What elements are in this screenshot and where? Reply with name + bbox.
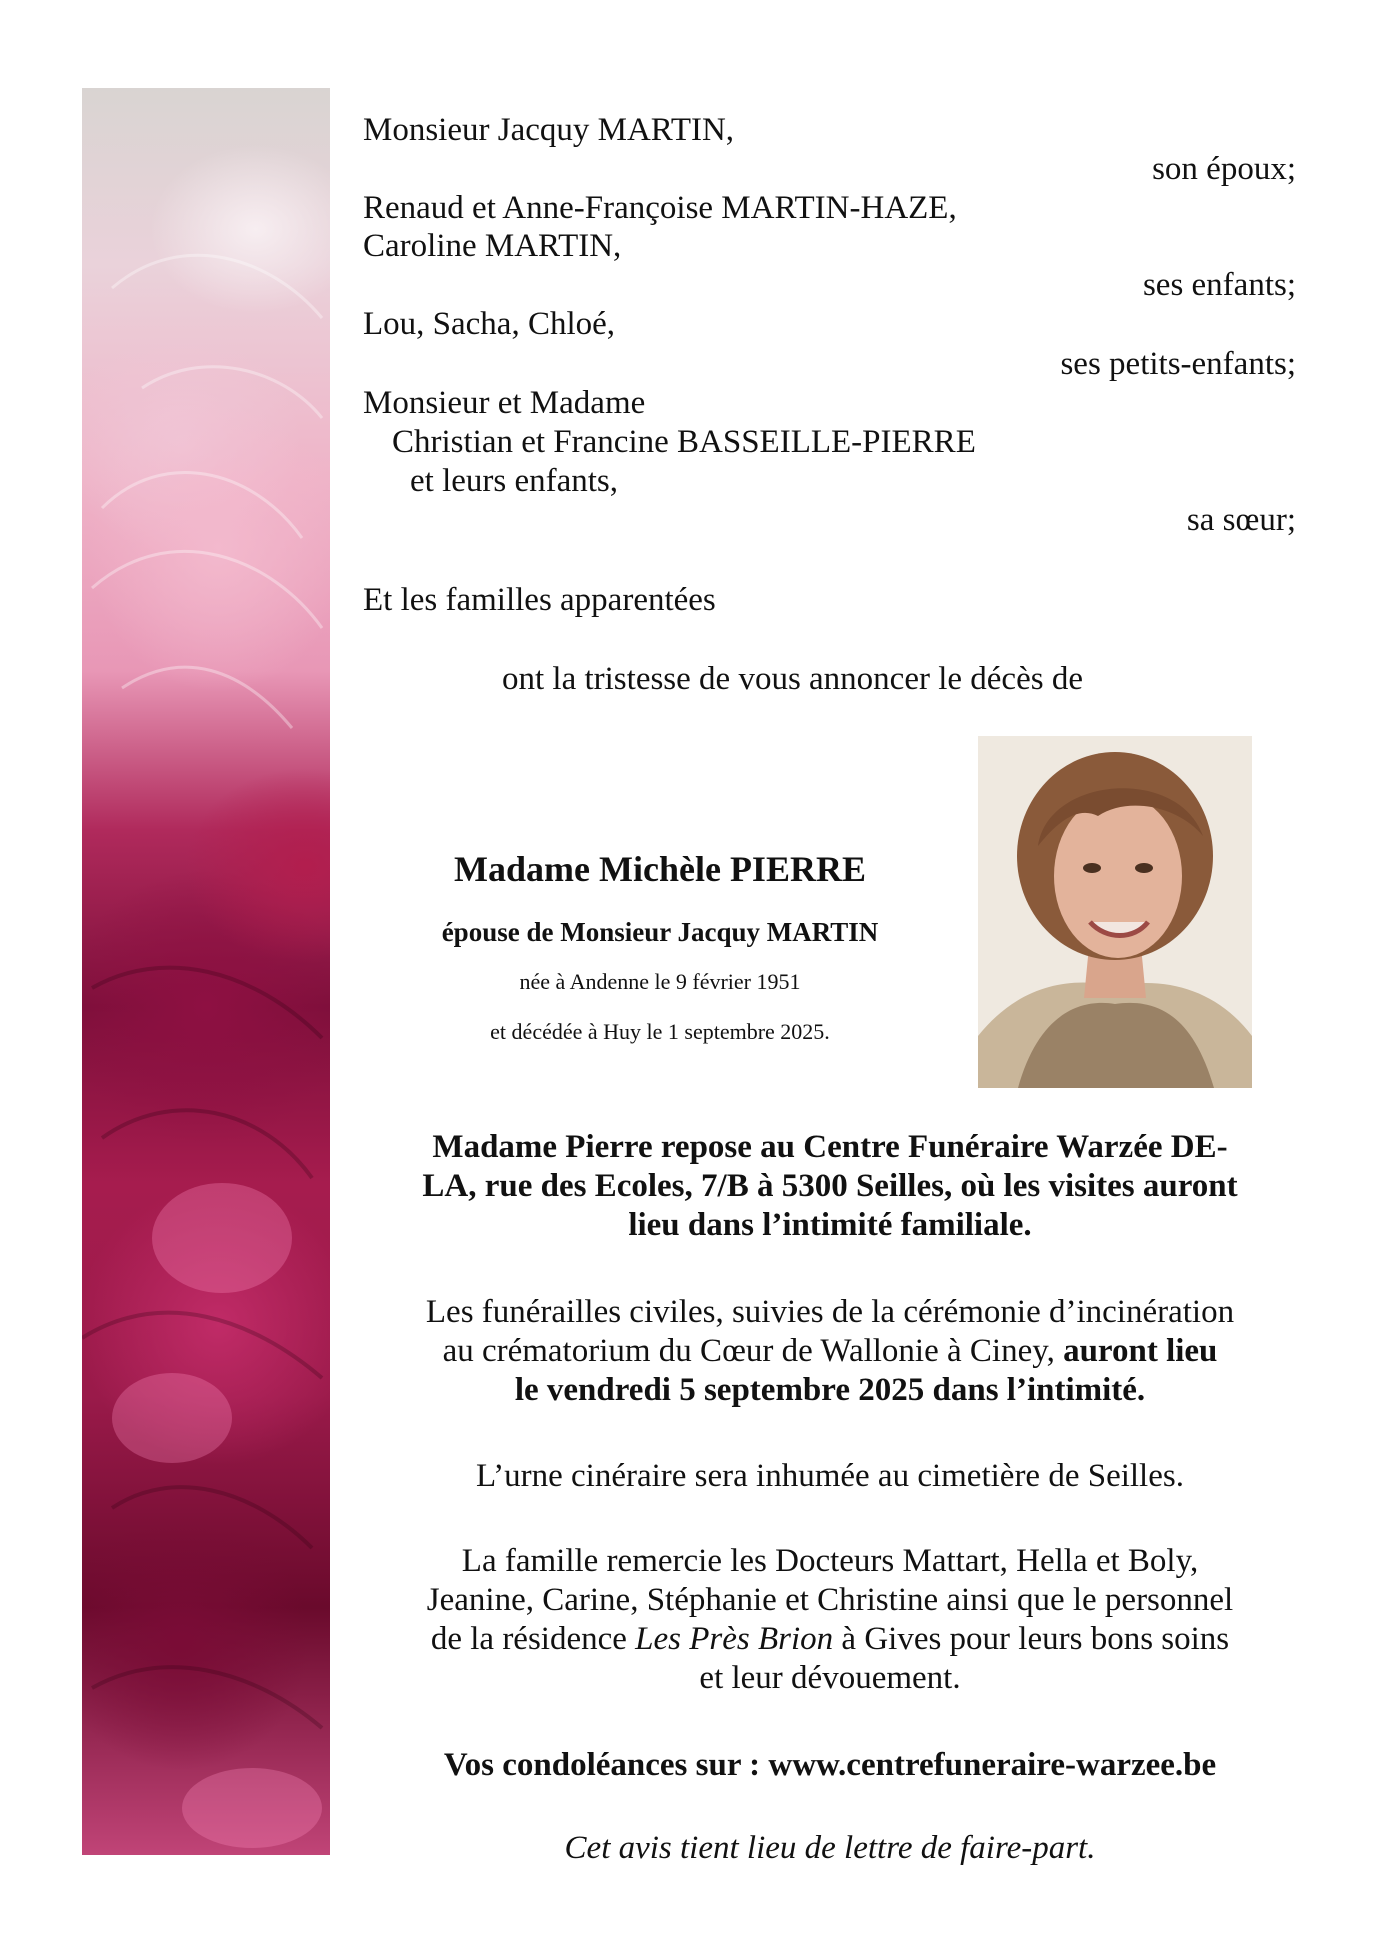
thanks-paragraph xyxy=(350,1542,1310,1698)
thanks-line-4: et leur dévouement. xyxy=(699,1660,961,1696)
thanks-line-1: La famille remercie les Docteurs Mattart, Hella et Boly, xyxy=(461,1543,1199,1579)
thanks-line-3-c: à Gives pour leurs bons soins xyxy=(833,1621,1230,1657)
family-line-sister-2: Christian et Francine BASSEILLE-PIERRE xyxy=(392,424,976,460)
portrait-drawing xyxy=(978,736,1252,1088)
repose-paragraph xyxy=(350,1128,1310,1245)
family-line-child-2: Caroline MARTIN, xyxy=(363,228,622,264)
peony-petals-drawing xyxy=(82,88,330,1855)
thanks-line-3 xyxy=(350,1620,1310,1659)
family-line-husband: Monsieur Jacquy MARTIN, xyxy=(363,112,735,148)
deceased-spouse: épouse de Monsieur Jacquy MARTIN xyxy=(441,917,879,947)
repose-line-3: lieu dans l’intimité familiale. xyxy=(628,1207,1032,1243)
family-line-sister-3: et leurs enfants, xyxy=(410,463,619,499)
announcement-text: ont la tristesse de vous annoncer le décès de xyxy=(502,661,1083,697)
funeral-line-1: Les funérailles civiles, suivies de la cérémonie d’incinération xyxy=(425,1294,1235,1330)
urn-text: L’urne cinéraire sera inhumée au cimetière de Seilles. xyxy=(476,1458,1184,1494)
residence-name: Les Près Brion xyxy=(635,1621,834,1657)
family-role-children: ses enfants; xyxy=(1142,267,1296,303)
deceased-portrait-photo xyxy=(978,736,1252,1088)
thanks-line-2: Jeanine, Carine, Stéphanie et Christine ainsi que le personnel xyxy=(426,1582,1234,1618)
funeral-line-3: le vendredi 5 septembre 2025 dans l’intimité. xyxy=(514,1372,1146,1408)
condolences-link[interactable]: Vos condoléances sur : www.centrefuneraire-warzee.be xyxy=(443,1747,1217,1783)
family-line-grandchildren: Lou, Sacha, Chloé, xyxy=(363,306,616,342)
funeral-line-2-bold: auront lieu xyxy=(1063,1333,1218,1369)
peony-flowers-image xyxy=(82,88,330,1855)
repose-line-2: LA, rue des Ecoles, 7/B à 5300 Seilles, où les visites auront xyxy=(422,1168,1238,1204)
funeral-line-2-text: au crématorium du Cœur de Wallonie à Ciney, xyxy=(442,1333,1064,1369)
repose-line-1: Madame Pierre repose au Centre Funéraire Warzée DE- xyxy=(432,1129,1228,1165)
family-line-child-1: Renaud et Anne-Françoise MARTIN-HAZE, xyxy=(363,190,957,226)
deceased-birth: née à Andenne le 9 février 1951 xyxy=(519,969,801,994)
notice-text: Cet avis tient lieu de lettre de faire-part. xyxy=(564,1830,1096,1866)
funeral-paragraph xyxy=(350,1293,1310,1410)
family-role-husband: son époux; xyxy=(1152,151,1296,187)
thanks-line-3-a: de la résidence xyxy=(430,1621,636,1657)
family-line-sister-1: Monsieur et Madame xyxy=(363,385,646,421)
deceased-name: Madame Michèle PIERRE xyxy=(454,849,866,889)
deceased-death: et décédée à Huy le 1 septembre 2025. xyxy=(490,1019,830,1044)
family-role-sister: sa sœur; xyxy=(1186,502,1296,538)
funeral-line-2 xyxy=(350,1332,1310,1371)
family-role-grandchildren: ses petits-enfants; xyxy=(1060,346,1296,382)
family-line-relatives: Et les familles apparentées xyxy=(363,582,716,618)
